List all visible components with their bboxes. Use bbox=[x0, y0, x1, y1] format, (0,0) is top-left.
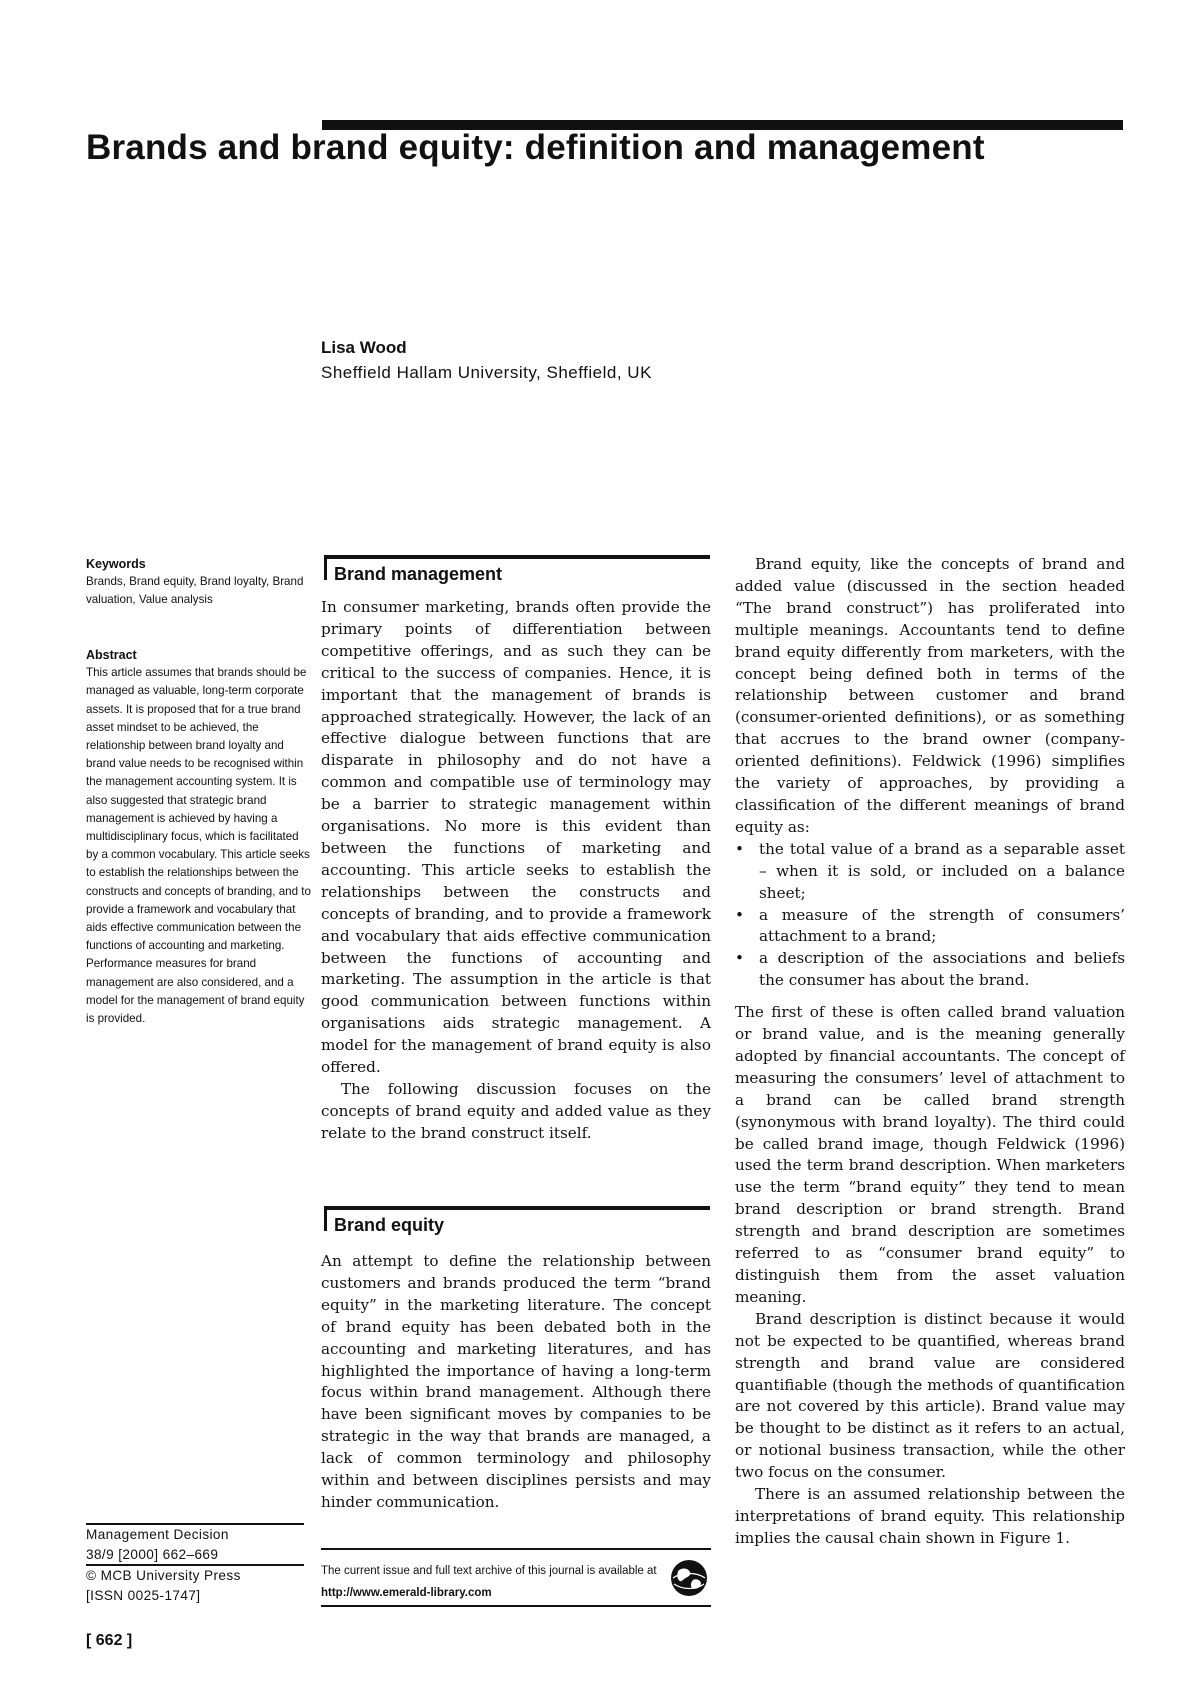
abstract-block bbox=[86, 646, 311, 1028]
section-rule bbox=[324, 555, 710, 559]
right-column bbox=[735, 554, 1125, 1550]
globe-icon bbox=[669, 1558, 709, 1598]
journal-issue: 38/9 [2000] 662–669 bbox=[86, 1546, 219, 1562]
abstract-text: This article assumes that brands should be managed as valuable, long-term corporate assets. It is proposed that for a true brand asset mindset to be achieved, the relationship between brand loyalty and brand value needs to be recognised within the management accounting system. It is also suggested that strategic brand management is achieved by having a multidisciplinary focus, which is facilitated by a common vocabulary. This article seeks to establish the relationships between the constructs and concepts of branding, and to provide a framework and vocabulary that aids effective communication between the functions of accounting and marketing. Performance measures for brand management are also considered, and a model for the management of brand equity is provided. bbox=[86, 666, 311, 1026]
list-item: • the total value of a brand as a separable asset – when it is sold, or included on a balance sheet; bbox=[735, 839, 1125, 905]
section-heading-brand-management: Brand management bbox=[334, 564, 503, 584]
abstract-heading: Abstract bbox=[86, 648, 137, 662]
keywords-heading: Keywords bbox=[86, 557, 146, 571]
author-affiliation: Sheffield Hallam University, Sheffield, UK bbox=[321, 363, 652, 382]
footer-url-link[interactable]: http://www.emerald-library.com bbox=[321, 1587, 492, 1599]
page-number: [ 662 ] bbox=[86, 1632, 133, 1649]
page-title: Brands and brand equity: definition and management bbox=[86, 128, 985, 167]
paragraph: In consumer marketing, brands often provide the primary points of differentiation between competitive offerings, and as such they can be critical to the success of companies. Hence, it is important that the management of brands is approached strategically. However, the lack of an effective dialogue between functions that are disparate in philosophy and do not have a common and compatible use of terminology may be a barrier to strategic management within organisations. No more is this evident than between the functions of marketing and accounting. This article seeks to establish the relationships between the constructs and concepts of branding, and to provide a framework and vocabulary that aids effective communication between the functions of accounting and marketing. The assumption in the article is that good communication between functions within organisations aids strategic management. A model for the management of brand equity is also offered. bbox=[321, 598, 711, 1077]
divider bbox=[321, 1548, 711, 1550]
journal-info bbox=[86, 1523, 304, 1605]
paragraph: The following discussion focuses on the concepts of brand equity and added value as they relate to the brand construct itself. bbox=[321, 1079, 711, 1142]
keywords-block bbox=[86, 555, 311, 610]
author-name: Lisa Wood bbox=[321, 338, 407, 357]
footer-line: The current issue and full text archive of this journal is available at bbox=[321, 1565, 657, 1577]
section-brand-management-body bbox=[321, 597, 711, 1145]
divider bbox=[321, 1605, 711, 1607]
meanings-list bbox=[735, 839, 1125, 992]
journal-name: Management Decision bbox=[86, 1527, 229, 1542]
paragraph: Brand equity, like the concepts of brand and added value (discussed in the section headed “The brand construct”) has proliferated into multiple meanings. Accountants tend to define brand equity differently from marketers, with the concept being defined both in terms of the relationship between customer and brand (consumer-oriented definitions), or as something that accrues to the brand owner (company-oriented definitions). Feldwick (1996) simplifies the variety of approaches, by providing a classification of the different meanings of brand equity as: bbox=[735, 555, 1125, 836]
paragraph: There is an assumed relationship between the interpretations of brand equity. This relationship implies the causal chain shown in Figure 1. bbox=[735, 1485, 1125, 1547]
journal-publisher: © MCB University Press bbox=[86, 1568, 241, 1583]
section-heading-brand-equity: Brand equity bbox=[334, 1215, 445, 1235]
paragraph: An attempt to define the relationship between customers and brands produced the term “brand equity” in the marketing literature. The concept of brand equity has been debated both in the accounting and marketing literatures, and has highlighted the importance of having a long-term focus within brand management. Although there have been significant moves by companies to be strategic in the way that brands are managed, a lack of common terminology and philosophy within and between disciplines persists and may hinder communication. bbox=[321, 1252, 711, 1511]
paragraph: Brand description is distinct because it would not be expected to be quantified, whereas brand strength and brand value are considered quantifiable (though the methods of quantification are not covered by this article). Brand value may be thought to be distinct as it refers to an actual, or notional business transaction, while the other two focus on the consumer. bbox=[735, 1309, 1125, 1482]
footer-text bbox=[321, 1560, 657, 1604]
section-rule bbox=[324, 1206, 710, 1210]
section-tick bbox=[324, 555, 327, 580]
section-tick bbox=[324, 1206, 327, 1231]
keywords-text: Brands, Brand equity, Brand loyalty, Brand valuation, Value analysis bbox=[86, 575, 304, 607]
footer-archive-note bbox=[321, 1548, 711, 1607]
paragraph: The first of these is often called brand valuation or brand value, and is the meaning generally adopted by financial accountants. The concept of measuring the consumers’ level of attachment to a brand can be called brand strength (synonymous with brand loyalty). The third could be called brand image, though Feldwick (1996) used the term brand description. When marketers use the term “brand equity” they tend to mean brand description or brand strength. Brand strength and brand description are sometimes referred to as “consumer brand equity” to distinguish them from the asset valuation meaning. bbox=[735, 1003, 1125, 1306]
section-brand-equity-body bbox=[321, 1251, 711, 1514]
list-item: • a description of the associations and beliefs the consumer has about the brand. bbox=[735, 948, 1125, 992]
journal-issn: [ISSN 0025-1747] bbox=[86, 1587, 201, 1603]
list-item: • a measure of the strength of consumers’ attachment to a brand; bbox=[735, 905, 1125, 949]
